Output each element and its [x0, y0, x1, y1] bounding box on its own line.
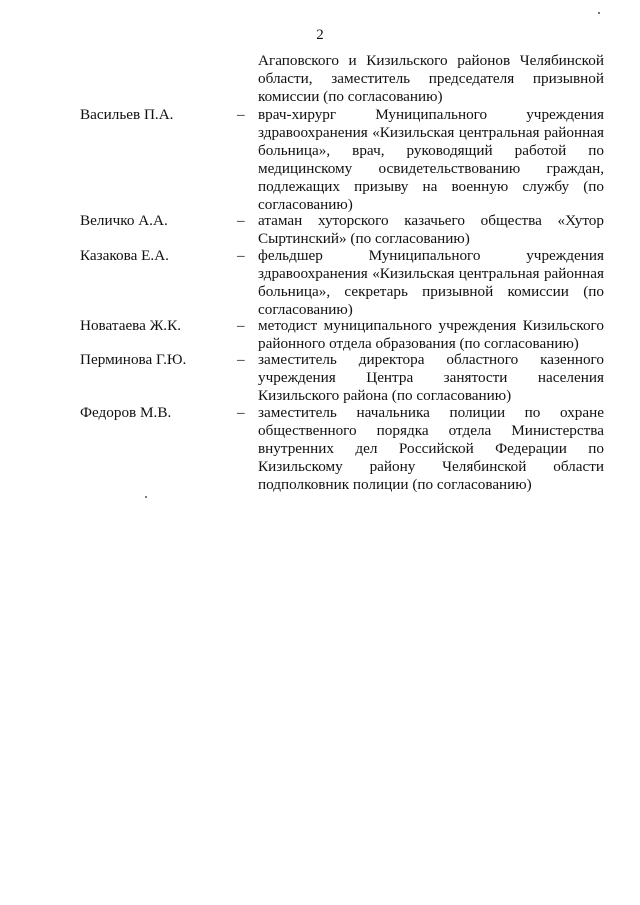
member-dash: – [237, 351, 245, 368]
member-name: Васильев П.А. [80, 106, 174, 123]
member-description: заместитель директора областного казенного учреждения Центра занятости населения Кизильского района (по согласованию) [258, 351, 604, 404]
member-name: Величко А.А. [80, 212, 168, 229]
member-dash: – [237, 404, 245, 421]
member-dash: – [237, 247, 245, 264]
page-number: 2 [316, 27, 324, 43]
member-description: методист муниципального учреждения Кизильского районного отдела образования (по согласованию) [258, 317, 604, 352]
member-dash: – [237, 317, 245, 334]
member-dash: – [237, 212, 245, 229]
scan-speck [598, 12, 600, 14]
continuation-text: Агаповского и Кизильского районов Челябинской области, заместитель председателя призывной комиссии (по согласованию) [258, 52, 604, 105]
scan-speck [145, 496, 147, 498]
member-name: Казакова Е.А. [80, 247, 169, 264]
member-description: заместитель начальника полиции по охране общественного порядка отдела Министерства внутренних дел Российской Федерации по Кизильскому району Челябинской области подполковник полиции (по согласованию) [258, 404, 604, 493]
member-dash: – [237, 106, 245, 123]
member-name: Перминова Г.Ю. [80, 351, 187, 368]
member-description: фельдшер Муниципального учреждения здравоохранения «Кизильская центральная районная больница», секретарь призывной комиссии (по согласованию) [258, 247, 604, 318]
member-description: атаман хуторского казачьего общества «Хутор Сыртинский» (по согласованию) [258, 212, 604, 247]
member-description: врач-хирург Муниципального учреждения здравоохранения «Кизильская центральная районная больница», врач, руководящий работой по медицинскому освидетельствованию граждан, подлежащих призыву на военную службу (по согласованию) [258, 106, 604, 213]
member-name: Федоров М.В. [80, 404, 172, 421]
member-name: Новатаева Ж.К. [80, 317, 182, 334]
